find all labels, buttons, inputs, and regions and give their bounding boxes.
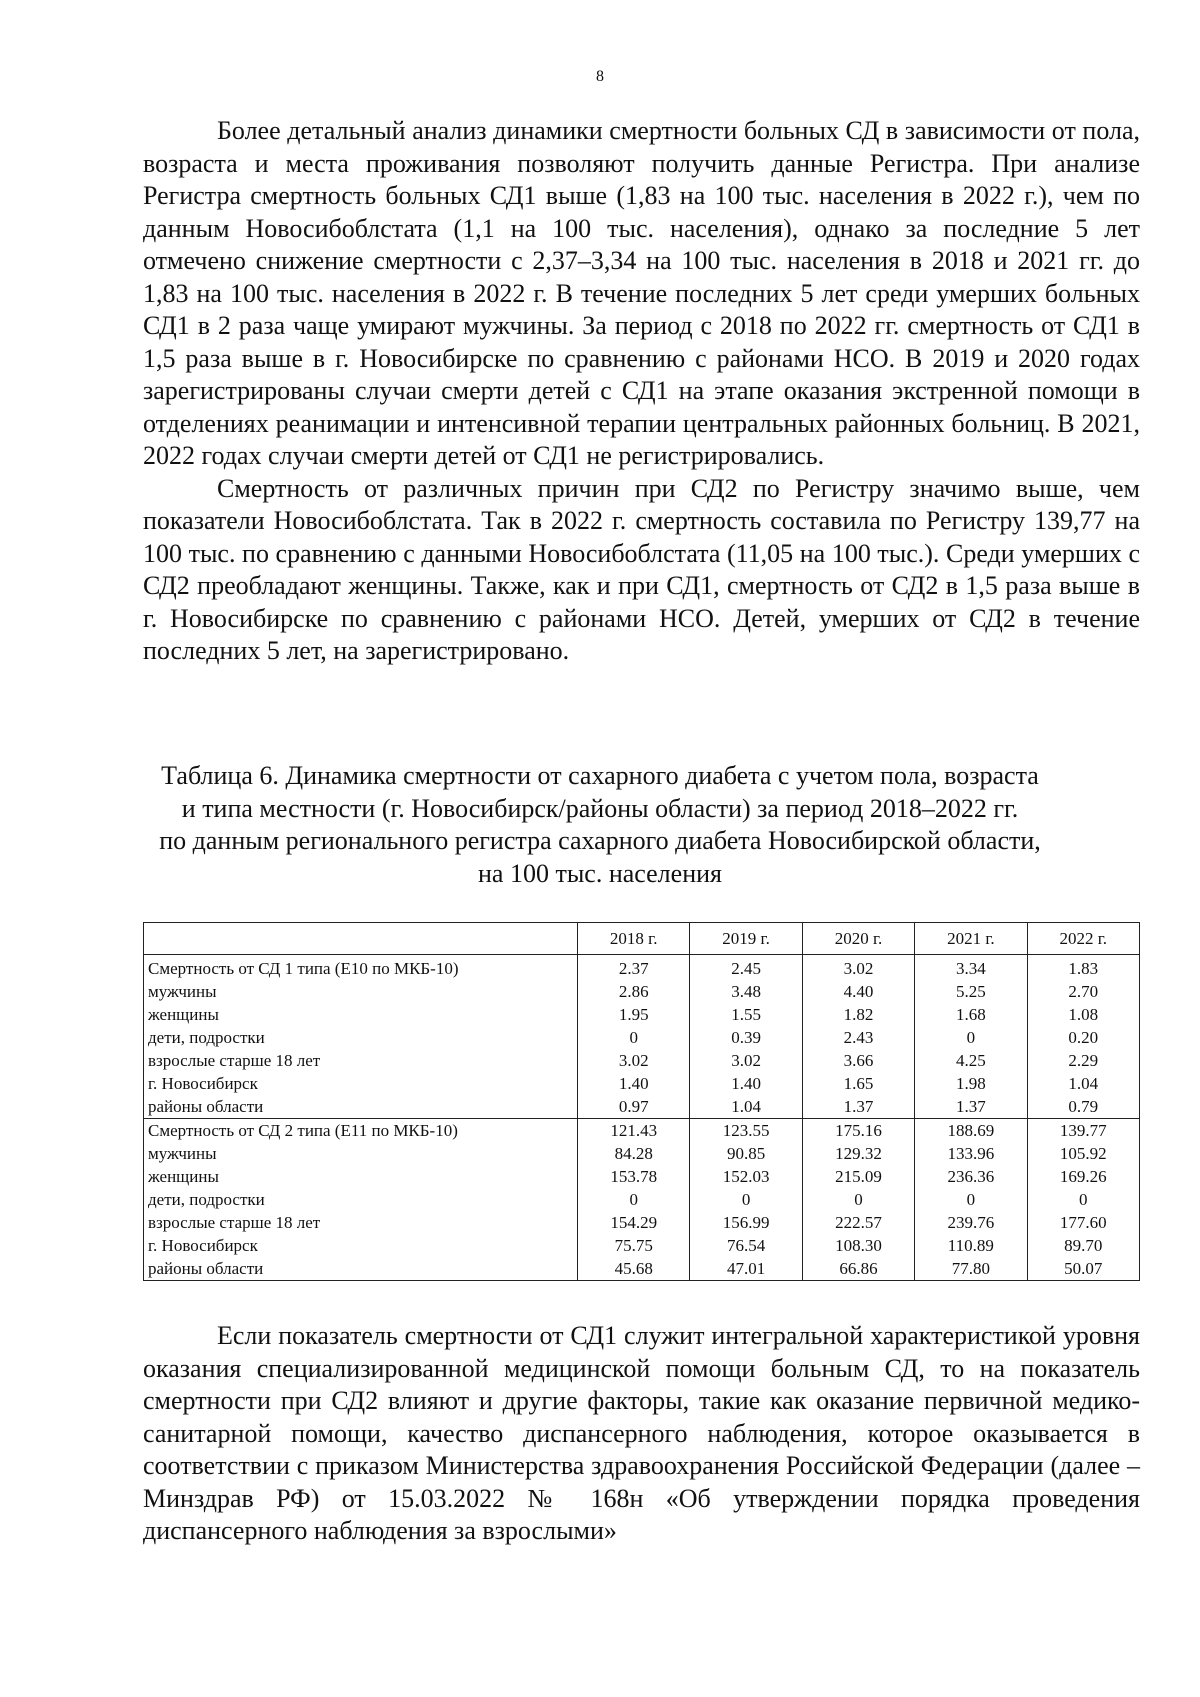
paragraph: Смертность от различных причин при СД2 по Регистру значимо выше, чем показатели Новосибоблстата. Так в 2022 г. смертность составила по Регистру 139,77 на 100 тыс. по сравнению с данными Новосибоблстата (11,05 на 100 тыс.). Среди умерших с СД2 преобладают женщины. Также, как и при СД1, смертность от СД2 в 1,5 раза выше в г. Новосибирске по сравнению с районами НСО. Детей, умерших от СД2 в течение последних 5 лет, на зарегистрировано. xyxy=(143,473,1140,665)
value-cell: 0 xyxy=(802,1188,914,1211)
value-cell: 1.68 xyxy=(915,1003,1027,1026)
value-cell: 236.36 xyxy=(915,1165,1027,1188)
value-cell: 133.96 xyxy=(915,1142,1027,1165)
value-cell: 77.80 xyxy=(915,1257,1027,1281)
value-cell: 2.37 xyxy=(578,955,690,981)
caption-line: по данным регионального регистра сахарного диабета Новосибирской области, xyxy=(159,826,1041,855)
table-row xyxy=(144,1119,1140,1143)
value-cell: 1.98 xyxy=(915,1072,1027,1095)
value-cell: 1.95 xyxy=(578,1003,690,1026)
value-cell: 1.04 xyxy=(1027,1072,1139,1095)
table-row xyxy=(144,980,1140,1003)
value-cell: 239.76 xyxy=(915,1211,1027,1234)
table-row xyxy=(144,1188,1140,1211)
caption-line: и типа местности (г. Новосибирск/районы области) за период 2018–2022 гг. xyxy=(181,793,1019,823)
value-cell: 177.60 xyxy=(1027,1211,1139,1234)
value-cell: 2.43 xyxy=(802,1026,914,1049)
header-year: 2022 г. xyxy=(1027,923,1139,955)
value-cell: 1.08 xyxy=(1027,1003,1139,1026)
table-row xyxy=(144,1072,1140,1095)
caption-line: Таблица 6. Динамика смертности от сахарного диабета с учетом пола, возраста xyxy=(161,761,1039,790)
value-cell: 0.39 xyxy=(690,1026,802,1049)
table-row xyxy=(144,1049,1140,1072)
value-cell: 153.78 xyxy=(578,1165,690,1188)
value-cell: 2.29 xyxy=(1027,1049,1139,1072)
body-text-bottom xyxy=(143,1320,1140,1548)
row-label: женщины xyxy=(144,1003,578,1026)
table-row xyxy=(144,1257,1140,1281)
table-body xyxy=(144,955,1140,1281)
value-cell: 121.43 xyxy=(578,1119,690,1143)
value-cell: 50.07 xyxy=(1027,1257,1139,1281)
page-number: 8 xyxy=(596,68,604,85)
value-cell: 89.70 xyxy=(1027,1234,1139,1257)
value-cell: 66.86 xyxy=(802,1257,914,1281)
value-cell: 3.34 xyxy=(915,955,1027,981)
value-cell: 2.70 xyxy=(1027,980,1139,1003)
value-cell: 110.89 xyxy=(915,1234,1027,1257)
value-cell: 45.68 xyxy=(578,1257,690,1281)
value-cell: 0 xyxy=(1027,1188,1139,1211)
table-row xyxy=(144,1026,1140,1049)
mortality-table xyxy=(143,922,1140,1281)
row-label: взрослые старше 18 лет xyxy=(144,1049,578,1072)
value-cell: 47.01 xyxy=(690,1257,802,1281)
value-cell: 4.25 xyxy=(915,1049,1027,1072)
table-header-row xyxy=(144,923,1140,955)
row-label: дети, подростки xyxy=(144,1188,578,1211)
value-cell: 75.75 xyxy=(578,1234,690,1257)
value-cell: 152.03 xyxy=(690,1165,802,1188)
value-cell: 188.69 xyxy=(915,1119,1027,1143)
value-cell: 3.48 xyxy=(690,980,802,1003)
row-label: мужчины xyxy=(144,1142,578,1165)
row-label: районы области xyxy=(144,1257,578,1281)
value-cell: 1.82 xyxy=(802,1003,914,1026)
value-cell: 0.97 xyxy=(578,1095,690,1119)
value-cell: 84.28 xyxy=(578,1142,690,1165)
caption-line: на 100 тыс. населения xyxy=(478,858,722,888)
value-cell: 1.40 xyxy=(690,1072,802,1095)
value-cell: 3.02 xyxy=(690,1049,802,1072)
row-label: районы области xyxy=(144,1095,578,1119)
row-label: г. Новосибирск xyxy=(144,1072,578,1095)
row-label: женщины xyxy=(144,1165,578,1188)
header-year: 2021 г. xyxy=(915,923,1027,955)
row-label: Смертность от СД 1 типа (Е10 по МКБ-10) xyxy=(144,955,578,981)
value-cell: 169.26 xyxy=(1027,1165,1139,1188)
header-year: 2018 г. xyxy=(578,923,690,955)
body-text-top xyxy=(143,115,1140,668)
value-cell: 108.30 xyxy=(802,1234,914,1257)
row-label: дети, подростки xyxy=(144,1026,578,1049)
value-cell: 123.55 xyxy=(690,1119,802,1143)
value-cell: 1.37 xyxy=(915,1095,1027,1119)
value-cell: 1.40 xyxy=(578,1072,690,1095)
value-cell: 2.45 xyxy=(690,955,802,981)
row-label: г. Новосибирск xyxy=(144,1234,578,1257)
value-cell: 154.29 xyxy=(578,1211,690,1234)
value-cell: 3.66 xyxy=(802,1049,914,1072)
value-cell: 1.83 xyxy=(1027,955,1139,981)
header-corner xyxy=(144,923,578,955)
value-cell: 0 xyxy=(578,1026,690,1049)
row-label: взрослые старше 18 лет xyxy=(144,1211,578,1234)
value-cell: 1.37 xyxy=(802,1095,914,1119)
paragraph: Более детальный анализ динамики смертности больных СД в зависимости от пола, возраста и места проживания позволяют получить данные Регистра. При анализе Регистра смертность больных СД1 выше (1,83 на 100 тыс. населения в 2022 г.), чем по данным Новосибоблстата (1,1 на 100 тыс. населения), однако за последние 5 лет отмечено снижение смертности с 2,37–3,34 на 100 тыс. населения в 2018 и 2021 гг. до 1,83 на 100 тыс. населения в 2022 г. В течение последних 5 лет среди умерших больных СД1 в 2 раза чаще умирают мужчины. За период с 2018 по 2022 гг. смертность от СД1 в 1,5 раза выше в г. Новосибирске по сравнению с районами НСО. В 2019 и 2020 годах зарегистрированы случаи смерти детей с СД1 на этапе оказания экстренной помощи в отделениях реанимации и интенсивной терапии центральных районных больниц. В 2021, 2022 годах случаи смерти детей от СД1 не регистрировались. xyxy=(143,116,1140,470)
value-cell: 222.57 xyxy=(802,1211,914,1234)
paragraph: Если показатель смертности от СД1 служит интегральной характеристикой уровня оказания специализированной медицинской помощи больным СД, то на показатель смертности при СД2 влияют и другие факторы, такие как оказание первичной медико-санитарной помощи, качество диспансерного наблюдения, которое оказывается в соответствии с приказом Министерства здравоохранения Российской Федерации (далее – Минздрав РФ) от 15.03.2022 № 168н «Об утверждении порядка проведения диспансерного наблюдения за взрослыми» xyxy=(143,1321,1140,1545)
value-cell: 3.02 xyxy=(802,955,914,981)
value-cell: 129.32 xyxy=(802,1142,914,1165)
value-cell: 3.02 xyxy=(578,1049,690,1072)
table-row xyxy=(144,1003,1140,1026)
row-label: мужчины xyxy=(144,980,578,1003)
value-cell: 139.77 xyxy=(1027,1119,1139,1143)
value-cell: 4.40 xyxy=(802,980,914,1003)
value-cell: 0 xyxy=(690,1188,802,1211)
table-caption xyxy=(120,760,1080,890)
row-label: Смертность от СД 2 типа (Е11 по МКБ-10) xyxy=(144,1119,578,1143)
value-cell: 175.16 xyxy=(802,1119,914,1143)
value-cell: 1.55 xyxy=(690,1003,802,1026)
value-cell: 0 xyxy=(915,1188,1027,1211)
value-cell: 0.79 xyxy=(1027,1095,1139,1119)
value-cell: 1.65 xyxy=(802,1072,914,1095)
value-cell: 156.99 xyxy=(690,1211,802,1234)
header-year: 2019 г. xyxy=(690,923,802,955)
table-row xyxy=(144,1142,1140,1165)
table-row xyxy=(144,1165,1140,1188)
table-row xyxy=(144,1234,1140,1257)
value-cell: 2.86 xyxy=(578,980,690,1003)
table-row xyxy=(144,1211,1140,1234)
value-cell: 0.20 xyxy=(1027,1026,1139,1049)
value-cell: 76.54 xyxy=(690,1234,802,1257)
table-row xyxy=(144,1095,1140,1119)
value-cell: 105.92 xyxy=(1027,1142,1139,1165)
value-cell: 215.09 xyxy=(802,1165,914,1188)
value-cell: 0 xyxy=(578,1188,690,1211)
table-row xyxy=(144,955,1140,981)
value-cell: 0 xyxy=(915,1026,1027,1049)
header-year: 2020 г. xyxy=(802,923,914,955)
value-cell: 90.85 xyxy=(690,1142,802,1165)
value-cell: 5.25 xyxy=(915,980,1027,1003)
value-cell: 1.04 xyxy=(690,1095,802,1119)
